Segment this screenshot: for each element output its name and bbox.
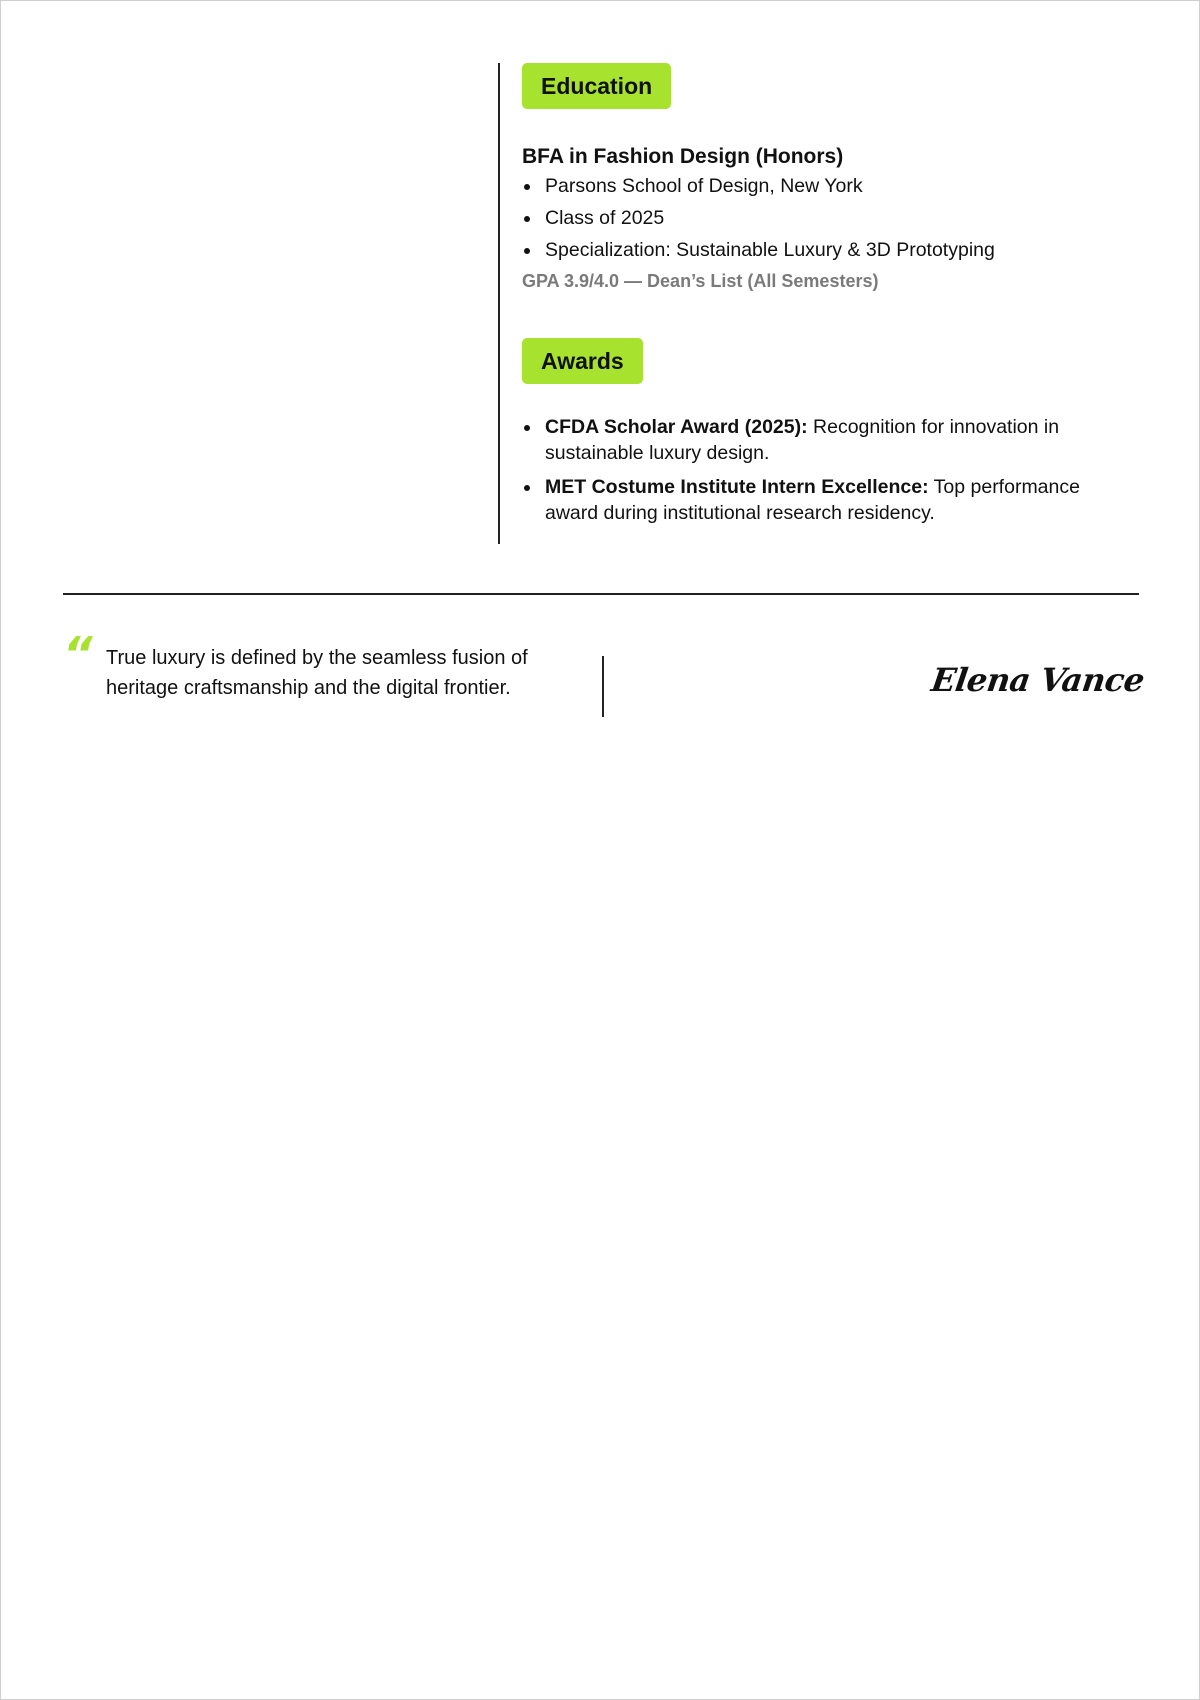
education-detail-item: Parsons School of Design, New York xyxy=(522,173,1122,199)
quote-text: True luxury is defined by the seamless fusion of heritage craftsmanship and the digital frontier. xyxy=(106,647,528,699)
column-divider xyxy=(498,63,500,544)
education-details-list xyxy=(522,173,1122,263)
awards-heading: Awards xyxy=(522,338,643,384)
quote-divider xyxy=(602,656,604,717)
education-detail-item: Specialization: Sustainable Luxury & 3D Prototyping xyxy=(522,237,1122,263)
awards-list xyxy=(522,414,1092,526)
award-description: Recognition for innovation in sustainable luxury design. xyxy=(545,416,1060,464)
signature: Elena Vance xyxy=(928,661,1147,699)
awards-section xyxy=(522,338,1122,526)
horizontal-divider xyxy=(63,593,1139,595)
education-detail-item: Class of 2025 xyxy=(522,205,1122,231)
award-item xyxy=(522,414,1092,466)
award-name: CFDA Scholar Award (2025): xyxy=(545,416,808,438)
award-description: Top performance award during institutional research residency. xyxy=(545,476,1080,524)
award-item xyxy=(522,474,1092,526)
education-section xyxy=(522,63,1122,293)
right-column xyxy=(522,63,1122,534)
degree-title: BFA in Fashion Design (Honors) xyxy=(522,145,844,168)
award-name: MET Costume Institute Intern Excellence: xyxy=(545,476,929,498)
education-heading: Education xyxy=(522,63,671,109)
quote-mark-icon: “ xyxy=(63,627,93,681)
gpa-line: GPA 3.9/4.0 — Dean’s List (All Semesters) xyxy=(522,271,879,291)
